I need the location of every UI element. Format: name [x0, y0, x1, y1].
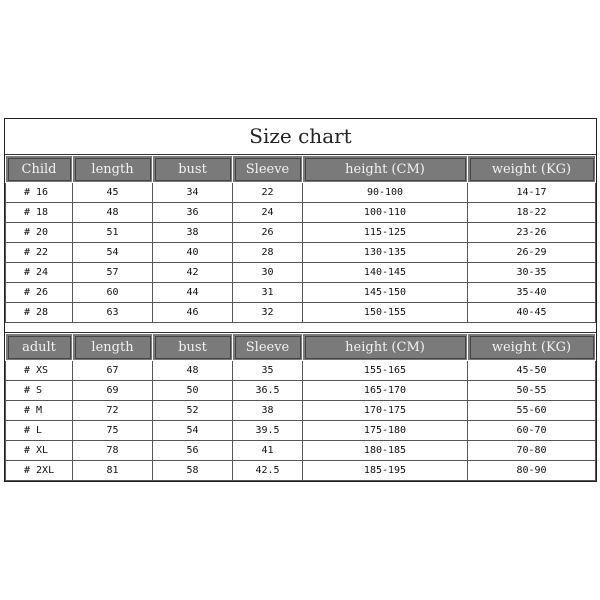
size-label-cell: # L	[6, 421, 73, 441]
table-cell: 30-35	[468, 263, 596, 283]
table-cell: 52	[153, 401, 233, 421]
child-header-cell: length	[73, 156, 153, 183]
table-cell: 26	[233, 223, 303, 243]
table-row	[6, 243, 596, 263]
size-label-cell: # XS	[6, 361, 73, 381]
table-cell: 40	[153, 243, 233, 263]
table-cell: 130-135	[303, 243, 468, 263]
table-cell: 72	[73, 401, 153, 421]
table-cell: 54	[73, 243, 153, 263]
table-cell: 155-165	[303, 361, 468, 381]
size-label-cell: # 24	[6, 263, 73, 283]
table-cell: 145-150	[303, 283, 468, 303]
table-cell: 26-29	[468, 243, 596, 263]
table-cell: 150-155	[303, 303, 468, 323]
table-cell: 18-22	[468, 203, 596, 223]
table-cell: 42.5	[233, 461, 303, 481]
table-cell: 67	[73, 361, 153, 381]
table-cell: 115-125	[303, 223, 468, 243]
table-cell: 170-175	[303, 401, 468, 421]
table-row	[6, 381, 596, 401]
table-cell: 14-17	[468, 183, 596, 203]
table-cell: 40-45	[468, 303, 596, 323]
table-cell: 45-50	[468, 361, 596, 381]
table-cell: 51	[73, 223, 153, 243]
adult-header-cell: length	[73, 334, 153, 361]
table-cell: 48	[73, 203, 153, 223]
child-header-row	[6, 156, 596, 183]
table-cell: 39.5	[233, 421, 303, 441]
adult-size-table	[5, 333, 596, 481]
table-row	[6, 263, 596, 283]
child-header-cell: bust	[153, 156, 233, 183]
table-cell: 100-110	[303, 203, 468, 223]
table-cell: 60-70	[468, 421, 596, 441]
table-cell: 185-195	[303, 461, 468, 481]
child-header-cell: Sleeve	[233, 156, 303, 183]
chart-title: Size chart	[5, 119, 596, 155]
table-row	[6, 401, 596, 421]
table-row	[6, 283, 596, 303]
table-cell: 48	[153, 361, 233, 381]
child-header-cell: height (CM)	[303, 156, 468, 183]
table-row	[6, 461, 596, 481]
size-label-cell: # 28	[6, 303, 73, 323]
adult-header-cell: adult	[6, 334, 73, 361]
table-cell: 165-170	[303, 381, 468, 401]
adult-header-cell: height (CM)	[303, 334, 468, 361]
table-cell: 56	[153, 441, 233, 461]
table-row	[6, 203, 596, 223]
table-cell: 24	[233, 203, 303, 223]
size-label-cell: # XL	[6, 441, 73, 461]
size-chart	[4, 118, 597, 482]
table-cell: 38	[153, 223, 233, 243]
adult-header-cell: bust	[153, 334, 233, 361]
table-cell: 31	[233, 283, 303, 303]
table-cell: 81	[73, 461, 153, 481]
table-cell: 50-55	[468, 381, 596, 401]
table-cell: 44	[153, 283, 233, 303]
size-label-cell: # 26	[6, 283, 73, 303]
table-cell: 80-90	[468, 461, 596, 481]
table-cell: 70-80	[468, 441, 596, 461]
adult-header-row	[6, 334, 596, 361]
table-cell: 54	[153, 421, 233, 441]
table-cell: 140-145	[303, 263, 468, 283]
child-header-cell: Child	[6, 156, 73, 183]
table-cell: 23-26	[468, 223, 596, 243]
table-cell: 32	[233, 303, 303, 323]
table-cell: 36	[153, 203, 233, 223]
table-row	[6, 183, 596, 203]
table-row	[6, 421, 596, 441]
table-cell: 35-40	[468, 283, 596, 303]
table-cell: 69	[73, 381, 153, 401]
table-cell: 30	[233, 263, 303, 283]
table-row	[6, 223, 596, 243]
table-cell: 50	[153, 381, 233, 401]
adult-header-cell: Sleeve	[233, 334, 303, 361]
size-label-cell: # S	[6, 381, 73, 401]
size-label-cell: # 2XL	[6, 461, 73, 481]
table-cell: 60	[73, 283, 153, 303]
table-cell: 38	[233, 401, 303, 421]
table-cell: 35	[233, 361, 303, 381]
table-cell: 57	[73, 263, 153, 283]
table-row	[6, 441, 596, 461]
size-label-cell: # 18	[6, 203, 73, 223]
size-label-cell: # 16	[6, 183, 73, 203]
table-cell: 63	[73, 303, 153, 323]
table-cell: 55-60	[468, 401, 596, 421]
section-divider	[5, 323, 596, 333]
table-cell: 28	[233, 243, 303, 263]
table-row	[6, 303, 596, 323]
table-cell: 42	[153, 263, 233, 283]
table-cell: 58	[153, 461, 233, 481]
table-cell: 175-180	[303, 421, 468, 441]
table-cell: 36.5	[233, 381, 303, 401]
adult-header-cell: weight (KG)	[468, 334, 596, 361]
table-cell: 90-100	[303, 183, 468, 203]
table-cell: 180-185	[303, 441, 468, 461]
size-label-cell: # 22	[6, 243, 73, 263]
table-cell: 34	[153, 183, 233, 203]
table-row	[6, 361, 596, 381]
table-cell: 46	[153, 303, 233, 323]
size-label-cell: # M	[6, 401, 73, 421]
child-header-cell: weight (KG)	[468, 156, 596, 183]
size-label-cell: # 20	[6, 223, 73, 243]
table-cell: 78	[73, 441, 153, 461]
table-cell: 22	[233, 183, 303, 203]
table-cell: 45	[73, 183, 153, 203]
table-cell: 75	[73, 421, 153, 441]
child-size-table	[5, 155, 596, 323]
table-cell: 41	[233, 441, 303, 461]
